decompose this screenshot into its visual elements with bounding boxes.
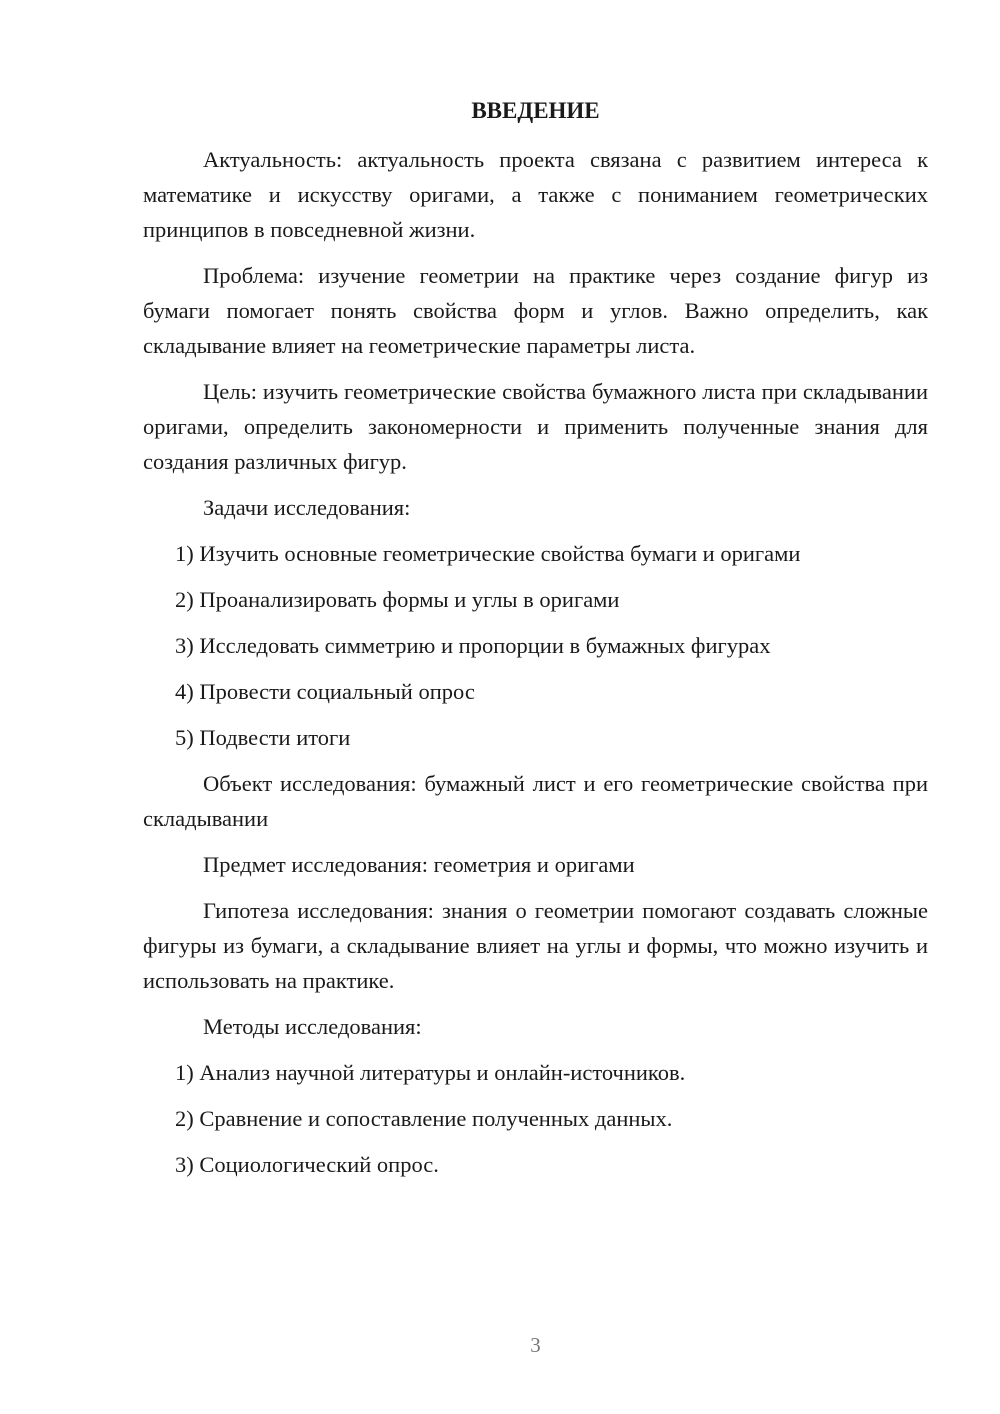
- relevance-paragraph: Актуальность: актуальность проекта связана с развитием интереса к математике и искусству оригами, а также с пониманием геометрических принципов в повседневной жизни.: [143, 147, 928, 242]
- page-number: 3: [530, 1333, 541, 1357]
- list-item-text: Подвести итоги: [199, 725, 351, 750]
- list-item-text: Изучить основные геометрические свойства бумаги и оригами: [199, 541, 801, 566]
- document-page: [143, 0, 928, 1414]
- section-heading: ВВЕДЕНИЕ: [471, 98, 600, 123]
- list-item: [143, 1055, 928, 1090]
- list-item: [143, 582, 928, 617]
- list-number: 2): [175, 587, 194, 612]
- list-item-text: Исследовать симметрию и пропорции в бумажных фигурах: [199, 633, 771, 658]
- object-paragraph: Объект исследования: бумажный лист и его геометрические свойства при складывании: [143, 771, 928, 831]
- list-number: 5): [175, 725, 194, 750]
- list-item-text: Провести социальный опрос: [199, 679, 475, 704]
- list-item: [143, 720, 928, 755]
- methods-title: Методы исследования:: [203, 1014, 422, 1039]
- list-item: [143, 1101, 928, 1136]
- subject-paragraph: Предмет исследования: геометрия и оригами: [203, 852, 635, 877]
- list-item: [143, 674, 928, 709]
- list-number: 1): [175, 541, 194, 566]
- list-number: 3): [175, 633, 194, 658]
- list-item: [143, 536, 928, 571]
- tasks-list: [143, 536, 928, 755]
- list-number: 2): [175, 1106, 194, 1131]
- list-number: 1): [175, 1060, 194, 1085]
- document-body: [143, 142, 928, 1193]
- list-item: [143, 628, 928, 663]
- goal-paragraph: Цель: изучить геометрические свойства бумажного листа при складывании оригами, определить закономерности и применить полученные знания для создания различных фигур.: [143, 379, 928, 474]
- list-number: 3): [175, 1152, 194, 1177]
- tasks-title: Задачи исследования:: [203, 495, 411, 520]
- problem-paragraph: Проблема: изучение геометрии на практике через создание фигур из бумаги помогает понять свойства форм и углов. Важно определить, как складывание влияет на геометрические параметры листа.: [143, 263, 928, 358]
- hypothesis-paragraph: Гипотеза исследования: знания о геометрии помогают создавать сложные фигуры из бумаги, а складывание влияет на углы и формы, что можно изучить и использовать на практике.: [143, 898, 928, 993]
- list-item: [143, 1147, 928, 1182]
- list-item-text: Анализ научной литературы и онлайн-источников.: [199, 1060, 686, 1085]
- list-item-text: Проанализировать формы и углы в оригами: [199, 587, 620, 612]
- list-number: 4): [175, 679, 194, 704]
- methods-list: [143, 1055, 928, 1182]
- list-item-text: Сравнение и сопоставление полученных данных.: [199, 1106, 673, 1131]
- list-item-text: Социологический опрос.: [199, 1152, 439, 1177]
